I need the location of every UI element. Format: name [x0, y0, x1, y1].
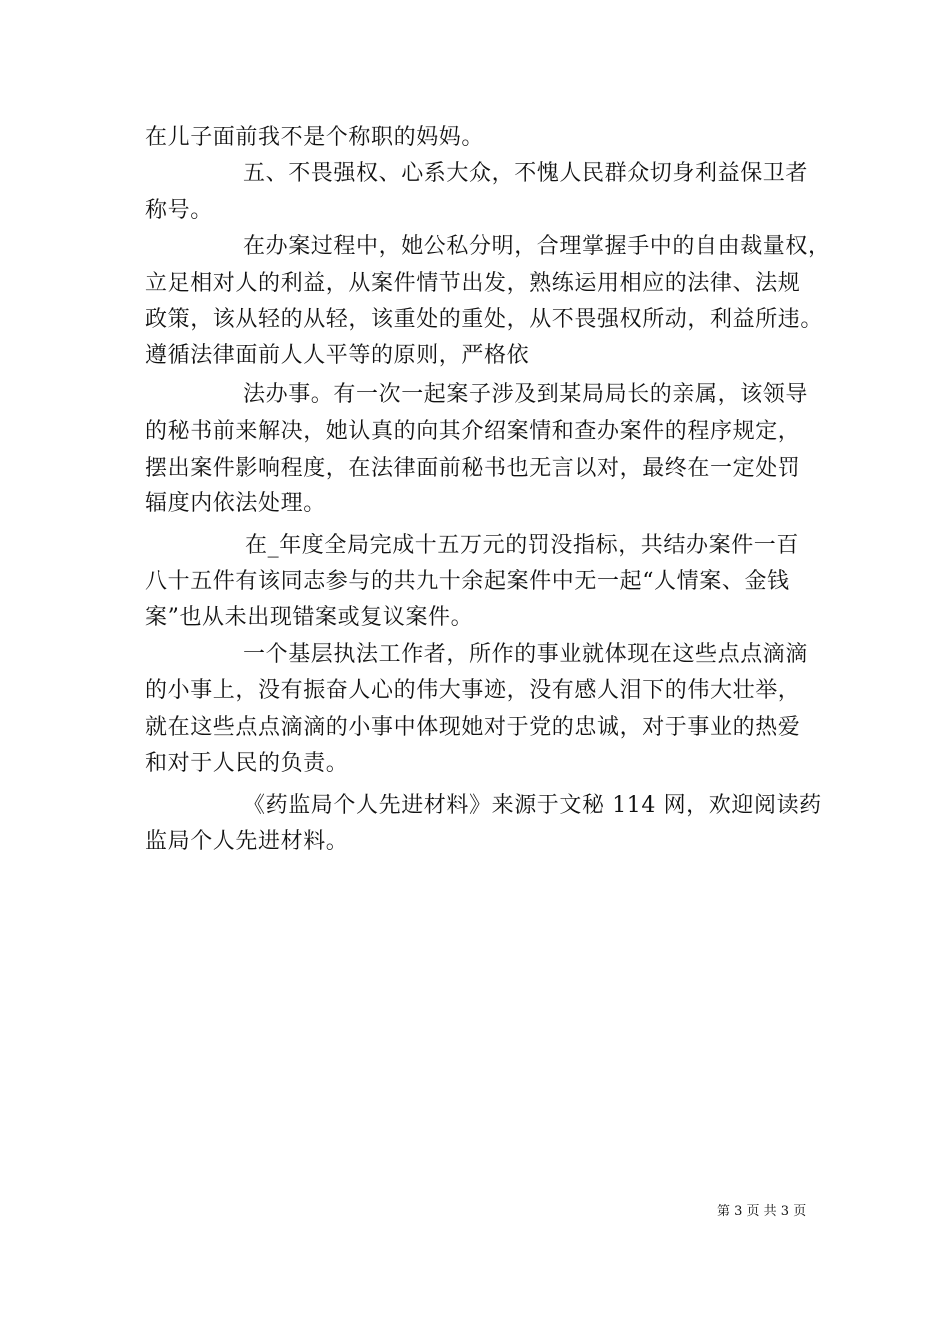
text-line: 一个基层执法工作者，所作的事业就体现在这些点点滴滴: [243, 642, 809, 667]
text-line: 在儿子面前我不是个称职的妈妈。: [145, 125, 485, 150]
text-line: 就在这些点点滴滴的小事中体现她对于党的忠诚，对于事业的热爱: [145, 715, 801, 740]
text-line: 立足相对人的利益，从案件情节出发，熟练运用相应的法律、法规: [145, 271, 801, 296]
text-line: 辐度内依法处理。: [145, 491, 326, 516]
page-number: 第 3 页 共 3 页: [717, 1204, 807, 1219]
text-line: 案”也从未出现错案或复议案件。: [145, 605, 474, 630]
text-line: 称号。: [145, 198, 213, 223]
text-line: 在办案过程中，她公私分明，合理掌握手中的自由裁量权，: [243, 234, 831, 259]
text-line: 摆出案件影响程度，在法律面前秘书也无言以对，最终在一定处罚: [145, 456, 801, 481]
text-line: 八十五件有该同志参与的共九十余起案件中无一起“人情案、金钱: [145, 569, 790, 594]
text-line: 的秘书前来解决，她认真的向其介绍案情和查办案件的程序规定，: [145, 419, 801, 444]
text-line: 法办事。有一次一起案子涉及到某局局长的亲属，该领导: [243, 382, 809, 407]
text-line: 《药监局个人先进材料》来源于文秘 114 网，欢迎阅读药: [243, 793, 822, 818]
section-heading: 五、不畏强权、心系大众，不愧人民群众切身利益保卫者: [243, 161, 809, 186]
text-line: 在_年度全局完成十五万元的罚没指标，共结办案件一百: [245, 533, 800, 558]
text-line: 和对于人民的负责。: [145, 751, 349, 776]
text-line: 的小事上，没有振奋人心的伟大事迹，没有感人泪下的伟大壮举，: [145, 678, 801, 703]
text-line: 政策，该从轻的从轻，该重处的重处，从不畏强权所动，利益所违。: [145, 307, 824, 332]
text-line: 监局个人先进材料。: [145, 829, 349, 854]
text-line: 遵循法律面前人人平等的原则，严格依: [145, 343, 530, 368]
